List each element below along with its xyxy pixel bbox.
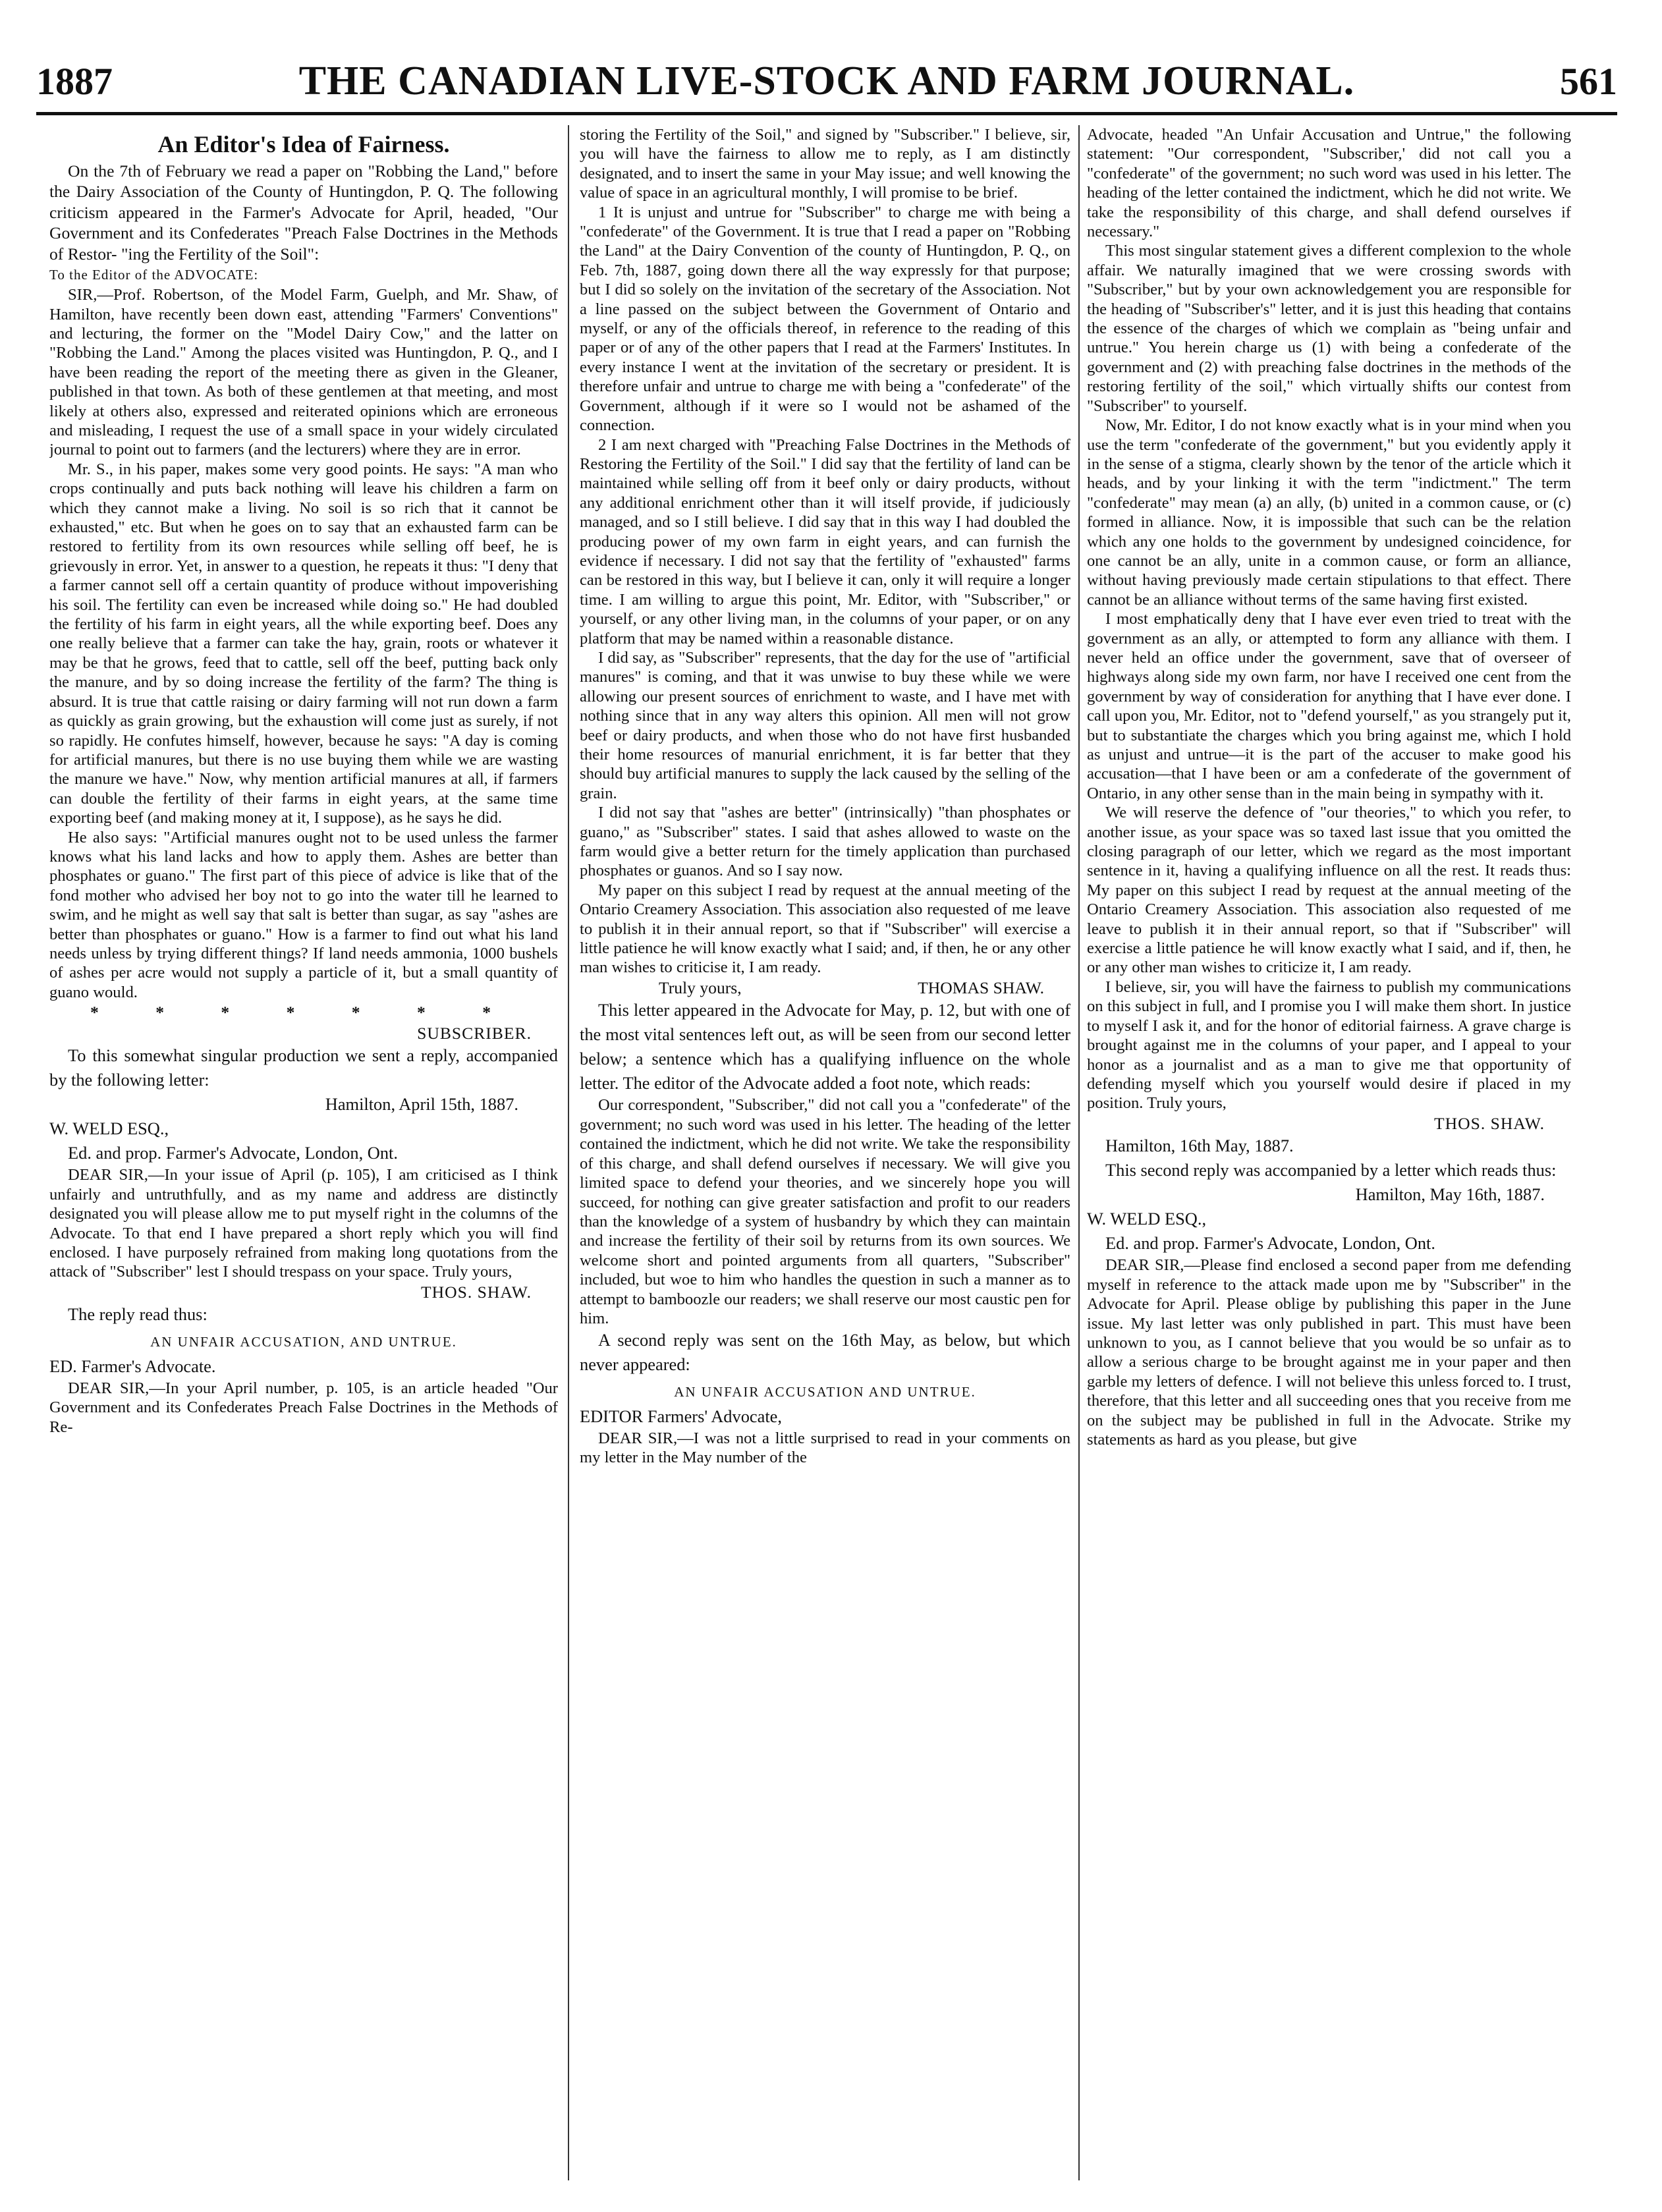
paragraph: The reply read thus: (68, 1304, 208, 1325)
paragraph: My paper on this subject I read by request at the annual meeting of the Ontario Creamery Association. This association also requested of me leave to publish it in their annual report, so that if "Subscriber" will exercise a little patience he will know exactly what I said; and, if then, he or any other man wishes to criticise it, I am ready. (580, 881, 1070, 977)
paragraph: Advocate, headed "An Unfair Accusation and Untrue," the following statement: "Our correspondent, "Subscriber,' did not call you a "confederate" of the government; no such word was used in his letter. The heading of the letter contained the indictment, which he did not write. We take the responsibility of this charge, and shall defend ourselves if necessary." (1087, 126, 1571, 241)
subheading: AN UNFAIR ACCUSATION, AND UNTRUE. (150, 1334, 457, 1350)
paragraph: I most emphatically deny that I have ever even tried to treat with the government as an ally, or attempted to form any alliance with them. I never held an office under the government, save that of overseer of highways along side my own farm, nor have I received one cent from the government by way of consideration for anything that I have ever done. I call upon you, Mr. Editor, not to "defend yourself," as you strangely put it, but to substantiate the charges which you bring against me, which I hold as unjust and untrue—it is the part of the accuser to make good his accusation—that I have been or am a confederate of the government of Ontario, in any other sense than in the main being in sympathy with it. (1087, 610, 1571, 802)
paragraph: DEAR SIR,—I was not a little surprised to read in your comments on my letter in the May number of the (580, 1429, 1070, 1467)
column-1 (49, 125, 558, 2180)
journal-title: THE CANADIAN LIVE-STOCK AND FARM JOURNAL. (298, 59, 1355, 103)
signature: SUBSCRIBER. (417, 1023, 532, 1043)
signature: THOMAS SHAW. (918, 978, 1044, 997)
paragraph: We will reserve the defence of "our theories," to which you refer, to another issue, as your space was so taxed last issue that you omitted the closing paragraph of our letter, which we regard as the most important sentence in it, having a qualifying influence on all the rest. It reads thus: My paper on this subject I read by request at the annual meeting of the Ontario Creamery Association. This association also requested of me leave to publish it in their annual report, so that if "Subscriber" will exercise a little patience he will know exactly what I said, and if, then, he or any other man wishes to criticize it, I am ready. (1087, 804, 1571, 977)
letter-address: ED. Farmer's Advocate. (49, 1356, 216, 1376)
letter-address: Ed. and prop. Farmer's Advocate, London, Ont. (68, 1143, 398, 1163)
paragraph: DEAR SIR,—In your issue of April (p. 105), I am criticised as I think unfairly and untruthfully, and as my name and address are distinctly designated you will please allow me to put myself right in the columns of the Advocate. To that end I have prepared a short reply which you will find enclosed. I have purposely refrained from making long quotations from the attack of "Subscriber" lest I should trespass on your space. Truly yours, (49, 1166, 558, 1281)
paragraph: DEAR SIR,—Please find enclosed a second paper from me defending myself in reference to the attack made upon me by "Subscriber" in the Advocate for April. Please oblige by publishing this paper in the June issue. My last letter was only published in part. This must have been unknown to you, as I cannot believe that you would be so unfair as to allow a serious charge to be brought against me in your paper and then garble my letters of defence. I will not believe this unless forced to. I trust, therefore, that this letter and all succeeding ones that you receive from me on the subject may be published in full in the Advocate. Strike my statements as hard as you please, but give (1087, 1256, 1571, 1449)
paragraph: To this somewhat singular production we sent a reply, accompanied by the following letter: (49, 1045, 558, 1090)
signature-line (580, 978, 1070, 999)
letter-address: Ed. and prop. Farmer's Advocate, London, Ont. (1105, 1233, 1435, 1254)
salutation-heading: To the Editor of the ADVOCATE: (49, 266, 259, 283)
paragraph: A second reply was sent on the 16th May, as below, but which never appeared: (580, 1330, 1070, 1375)
subheading: AN UNFAIR ACCUSATION AND UNTRUE. (674, 1384, 976, 1400)
paragraph: On the 7th of February we read a paper on "Robbing the Land," before the Dairy Association of the County of Huntingdon, P. Q. The following criticism appeared in the Farmer's Advocate for April, headed, "Our Government and its Confederates "Preach False Doctrines in the Methods of Restor- "ing the Fertility of the Soil": (49, 161, 558, 263)
closing: Truly yours, (659, 978, 742, 997)
column-3 (1087, 125, 1571, 2180)
paragraph: This second reply was accompanied by a letter which reads thus: (1105, 1160, 1557, 1180)
column-divider (568, 125, 569, 2180)
header-year: 1887 (36, 60, 113, 103)
paragraph: 2 I am next charged with "Preaching False Doctrines in the Methods of Restoring the Fertility of the Soil." I did say that the fertility of land can be maintained while selling off from it beef only or dairy products, without any additional enrichment other than it will itself provide, if judiciously managed, and so I still believe. I did say that in this way I had doubled the producing power of my own farm in eight years, and can furnish the evidence if necessary. I did not say that the fertility of "exhausted" farms can be restored in this way, but I believe it can, only it will require a longer time. I am willing to argue this point, Mr. Editor, with "Subscriber," or yourself, or any other living man, in the columns of your paper, or on any platform that may be named within a reasonable distance. (580, 435, 1070, 648)
page-number: 561 (1560, 60, 1617, 103)
article-headline: An Editor's Idea of Fairness. (157, 131, 450, 157)
ellipsis-stars: * * * * * * * (90, 1003, 517, 1022)
paragraph: Now, Mr. Editor, I do not know exactly what is in your mind when you use the term "confederate of the government," but you evidently apply it in the sense of a stigma, clearly shown by the tenor of the article which it heads, and by your linking it with the term "indictment." The term "confederate" may mean (a) an ally, (b) united in a common cause, or (c) formed in alliance. Now, it is impossible that such can be the relation which any one holds to the government by undesigned coincidence, for one cannot be an ally, unite in a common cause, or form an alliance, without having previously made certain stipulations to that effect. There cannot be an alliance without terms of the same having first existed. (1087, 416, 1571, 609)
letter-date: Hamilton, 16th May, 1887. (1105, 1136, 1294, 1156)
paragraph: This most singular statement gives a different complexion to the whole affair. We naturally imagined that we were crossing swords with "Subscriber," but by your own acknowledgement you are responsible for the heading of "Subscriber's" letter, and it is just this heading that contains the essence of the charges of which we complain as "being unfair and untrue." You herein charge us (1) with being a confederate of the government and (2) with preaching false doctrines in the methods of the restoring fertility of the soil," which virtually shifts our contest from "Subscriber" to yourself. (1087, 242, 1571, 415)
paragraph: He also says: "Artificial manures ought not to be used unless the farmer knows what his land lacks and how to apply them. Ashes are better than phosphates or guano." The first part of this piece of advice is like that of the fond mother who advised her boy not to go into the water till he learned to swim, and he might as well say that salt is better than sugar, as say "ashes are better than phosphates or guano." How is a farmer to find out what his land needs unless by trying different things? If land needs ammonia, 1000 bushels of ashes per acre would not supply a particle of it, but a small quantity of guano would. (49, 828, 558, 1001)
page-header (36, 53, 1617, 115)
paragraph: Mr. S., in his paper, makes some very good points. He says: "A man who crops continually and puts back nothing will leave his children a farm on which they cannot make a living. No soil is so rich that it cannot be exhausted," etc. But when he goes on to say that an exhausted farm can be restored to fertility from its own resources while selling off beef, he is grievously in error. Yet, in answer to a question, he repeats it thus: "I deny that a farmer cannot sell off a certain quantity of produce without impoverishing his soil. The fertility can even be increased while doing so." He had doubled the fertility of his farm in eight years, all the while exporting beef. Does any one really believe that a farmer can take the hay, grain, roots or whatever it may be that he grows, feed that to cattle, sell off the beef, putting back only the manure, and by so doing increase the fertility of the farm? The thing is absurd. It is true that cattle raising or dairy farming will not run down a farm as quickly as grain growing, but the exhaustion will come just as surely, if not so rapidly. He confutes himself, however, because he says: "A day is coming for artificial manures, but there is no use buying them while we are wasting the manure we have." Now, why mention artificial manures at all, if farmers can double the fertility of their farms in eight years, at the same time exporting beef (and making money at it, I suppose), as he says he did. (49, 460, 558, 827)
letter-address: EDITOR Farmers' Advocate, (580, 1406, 782, 1426)
column-divider (1078, 125, 1080, 2180)
paragraph: This letter appeared in the Advocate for May, p. 12, but with one of the most vital sentences left out, as will be seen from our second letter below; a sentence which has a qualifying influence on the whole letter. The editor of the Advocate added a foot note, which reads: (580, 1000, 1070, 1093)
paragraph: I did not say that "ashes are better" (intrinsically) "than phosphates or guano," as "Subscriber" states. I said that ashes allowed to waste on the farm would give a better return for the timely application than purchased phosphates or guanos. And so I say now. (580, 804, 1070, 880)
paragraph: SIR,—Prof. Robertson, of the Model Farm, Guelph, and Mr. Shaw, of Hamilton, have recently been down east, attending "Farmers' Conventions" and lecturing, the former on the "Model Dairy Cow," and the latter on "Robbing the Land." Among the places visited was Huntingdon, P. Q., and I have been reading the report of the meeting there as given in the Gleaner, published in that town. As both of these gentlemen at that meeting, and most likely at others also, expressed and reiterated opinions which are erroneous and misleading, I request the use of a small space in your widely circulated journal to point out to farmers (and the lecturers) where they are in error. (49, 286, 558, 459)
paragraph: storing the Fertility of the Soil," and signed by "Subscriber." I believe, sir, you will have the fairness to allow me to reply, as I am distinctly designated, and to insert the same in your May issue; and well knowing the value of space in an agricultural monthly, I will promise to be brief. (580, 126, 1070, 202)
paragraph: I believe, sir, you will have the fairness to publish my communications on this subject in full, and I promise you I will make them short. In justice to myself I ask it, and for the honor of editorial fairness. A grave charge is brought against me in the columns of your paper, and I appeal to your honor as a journalist and as a man to give me that opportunity of defending myself which you yourself would desire if placed in my position. Truly yours, (1087, 978, 1571, 1113)
signature: THOS. SHAW. (421, 1282, 532, 1302)
letter-date: Hamilton, May 16th, 1887. (1355, 1184, 1545, 1205)
signature: THOS. SHAW. (1434, 1113, 1545, 1133)
letter-date: Hamilton, April 15th, 1887. (325, 1094, 518, 1115)
column-2 (580, 125, 1070, 2180)
paragraph: I did say, as "Subscriber" represents, that the day for the use of "artificial manures" is coming, and that it was unwise to buy these while we were allowing our present sources of enrichment to waste, and I have met with nothing since that in any way alters this opinion. All men will not grow beef or dairy products, and when those who do not have first husbanded their home resources of manurial enrichment, it is far better that they should buy artificial manures to supply the lack caused by the selling of the grain. (580, 648, 1070, 802)
letter-address: W. WELD ESQ., (1087, 1209, 1207, 1229)
footnote-quote: Our correspondent, "Subscriber," did not call you a "confederate" of the government; no such word was used in his letter. The heading of the letter contained the indictment, which he did not write. We take the responsibility of this charge, and shall defend ourselves if necessary. We will give you limited space to defend your theories, and we sincerely hope you will succeed, for nothing can give greater satisfaction and profit to our readers than the knowledge of a system of husbandry by which they can maintain and increase the fertility of their soil by returns from its own sources. We welcome short and pointed arguments from all quarters, "Subscriber" included, but woe to him who handles the question in such a manner as to attempt to bamboozle our readers; we shall reserve our most caustic pen for him. (580, 1096, 1070, 1327)
paragraph: 1 It is unjust and untrue for "Subscriber" to charge me with being a "confederate" of the Government. It is true that I read a paper on "Robbing the Land" at the Dairy Convention of the county of Huntingdon, P. Q., on Feb. 7th, 1887, going down there all the way expressly for that purpose; but I did so solely on the invitation of the secretary of the Association. Not a line passed on the subject between the Government of Ontario and myself, or any of the officials thereof, in reference to the reading of this paper or of any of the other papers that I read at the Farmers' Institutes. In every instance I went at the invitation of the secretary or president. It is therefore unfair and untrue to charge me with being a "confederate" of the Government, although if it were so I would not be ashamed of the connection. (580, 203, 1070, 435)
letter-address: W. WELD ESQ., (49, 1119, 169, 1139)
paragraph: DEAR SIR,—In your April number, p. 105, is an article headed "Our Government and its Confederates Preach False Doctrines in the Methods of Re- (49, 1379, 558, 1436)
